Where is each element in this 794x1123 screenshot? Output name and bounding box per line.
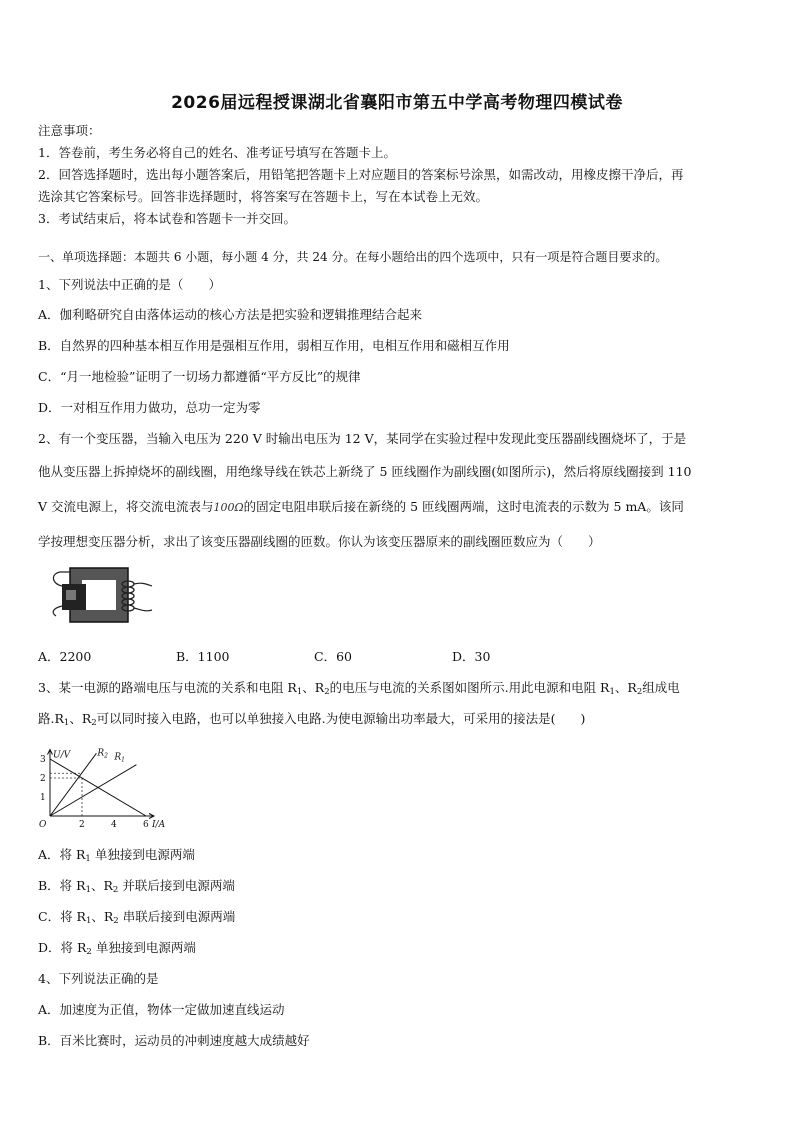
q3-a-pre: A．将 R: [38, 847, 86, 862]
label-r1-sub: 1: [121, 756, 126, 764]
ui-chart: [36, 732, 170, 832]
notice-heading: 注意事项：: [38, 123, 101, 138]
sub: 1: [85, 916, 92, 926]
q3-l2-c: 可以同时接入电路，也可以单独接入电路.为使电源输出功率最大，可采用的接法是( ): [96, 711, 586, 726]
q2-line-2: 他从变压器上拆掉烧坏的副线圈，用绝缘导线在铁芯上新绕了 5 匝线圈作为副线圈(如图所示)，然后将原线圈接到 110: [38, 464, 692, 479]
notice-item-3: 3．考试结束后，将本试卷和答题卡一并交回。: [38, 211, 296, 226]
section-heading: 一、单项选择题：本题共 6 小题，每小题 4 分，共 24 分。在每小题给出的四个选项中，只有一项是符合题目要求的。: [38, 250, 668, 264]
q3-l1-a: 3、某一电源的路端电压与电流的关系和电阻 R: [38, 680, 297, 695]
sub: 1: [296, 687, 303, 697]
x-axis-label: I/A: [152, 820, 166, 830]
q3-c-post: 串联后接到电源两端: [118, 909, 236, 924]
q2-line-3: [38, 497, 684, 515]
q2-line-4: 学按理想变压器分析，求出了该变压器副线圈的匝数。你认为该变压器原来的副线圈匝数应为（ ）: [38, 534, 601, 549]
page-title: 2026届远程授课湖北省襄阳市第五中学高考物理四模试卷: [171, 93, 623, 113]
sub: 1: [63, 718, 70, 728]
q2-choices: [38, 647, 490, 665]
q2-line-3-b: 的固定电阻串联后接在新绕的 5 匝线圈两端，这时电流表的示数为 5 mA。该同: [243, 499, 684, 514]
q1-stem: 1、下列说法中正确的是（ ）: [38, 277, 221, 292]
q3-c-mid: 、R: [91, 909, 114, 924]
q3-l1-e: 组成电: [642, 680, 680, 695]
primary-wire: [53, 572, 70, 586]
q4-option-a: A．加速度为正值，物体一定做加速直线运动: [38, 1002, 285, 1017]
q2-choice-b: B．1100: [176, 649, 230, 664]
core-window: [82, 580, 116, 610]
notice-item-2-cont: 选涂其它答案标号。回答非选择题时，将答案写在答题卡上，写在本试卷上无效。: [38, 189, 489, 204]
sub: 2: [112, 885, 119, 895]
q3-a-post: 单独接到电源两端: [90, 847, 195, 862]
sub: 2: [324, 687, 330, 697]
notice-item-2: 2．回答选择题时，选出每小题答案后，用铅笔把答题卡上对应题目的答案标号涂黑，如需改动，用橡皮擦干净后，再: [38, 167, 684, 182]
sub: 2: [636, 687, 643, 697]
q3-l2-a: 路.R: [38, 711, 64, 726]
q3-option-b: [38, 876, 235, 895]
series-line-3: [50, 765, 136, 816]
x-tick-label: 2: [79, 820, 85, 830]
label-r2: $R_2$: [97, 748, 109, 760]
q3-d-post: 单独接到电源两端: [91, 940, 196, 955]
sub: 2: [113, 916, 119, 926]
q2-line-1: 2、有一个变压器，当输入电压为 220 V 时输出电压为 12 V，某同学在实验过程中发现此变压器副线圈烧坏了，于是: [38, 431, 687, 446]
y-axis-label: U/V: [53, 750, 71, 761]
q3-line-2: [38, 709, 585, 728]
q3-b-post: 并联后接到电源两端: [118, 878, 235, 893]
x-tick-label: 6: [143, 820, 149, 830]
label-r2-sub: 2: [104, 752, 109, 760]
q1-option-a: A．伽利略研究自由落体运动的核心方法是把实验和逻辑推理结合起来: [38, 307, 423, 322]
sub: 1: [85, 885, 91, 895]
x-tick-label: 4: [111, 820, 117, 830]
q3-d-pre: D．将 R: [38, 940, 87, 955]
q3-l2-b: 、R: [69, 711, 92, 726]
q3-l1-b: 、R: [302, 680, 325, 695]
y-tick-label: 1: [40, 793, 46, 803]
q3-c-pre: C．将 R: [38, 909, 86, 924]
sub: 1: [609, 687, 615, 697]
q3-l1-d: 、R: [614, 680, 637, 695]
sub: 1: [85, 854, 91, 864]
q2-choice-d: D．30: [452, 649, 491, 664]
q1-option-c: C．“月一地检验”证明了一切场力都遵循“平方反比”的规律: [38, 369, 361, 384]
q3-option-c: [38, 907, 235, 926]
q3-b-pre: B．将 R: [38, 878, 86, 893]
notice-item-1: 1．答卷前，考生务必将自己的姓名、准考证号填写在答题卡上。: [38, 145, 396, 160]
sub: 2: [91, 718, 97, 728]
q3-option-a: [38, 845, 195, 864]
q3-l1-c: 的电压与电流的关系图如图所示.用此电源和电阻 R: [329, 680, 610, 695]
y-tick-label: 2: [40, 774, 46, 784]
q2-choice-c: C．60: [314, 649, 352, 664]
q2-line-3-a: V 交流电源上，将交流电流表与: [38, 499, 214, 514]
q3-b-mid: 、R: [91, 878, 113, 893]
resistor-value: 100Ω: [213, 501, 244, 514]
q1-option-d: D．一对相互作用力做功，总功一定为零: [38, 400, 261, 415]
y-tick-label: 3: [40, 755, 46, 765]
q3-line-1: [38, 678, 680, 697]
secondary-wire: [134, 583, 152, 586]
q2-choice-a: A．2200: [38, 649, 92, 664]
q3-option-d: [38, 938, 196, 957]
q1-option-b: B．自然界的四种基本相互作用是强相互作用，弱相互作用，电相互作用和磁相互作用: [38, 338, 510, 353]
origin-label: O: [39, 820, 47, 830]
label-r1: $R_1$: [114, 752, 126, 764]
transformer-figure: [46, 560, 156, 628]
q4-stem: 4、下列说法正确的是: [38, 971, 159, 986]
sub: 2: [86, 947, 92, 957]
q4-option-b: B．百米比赛时，运动员的冲刺速度越大成绩越好: [38, 1033, 310, 1048]
